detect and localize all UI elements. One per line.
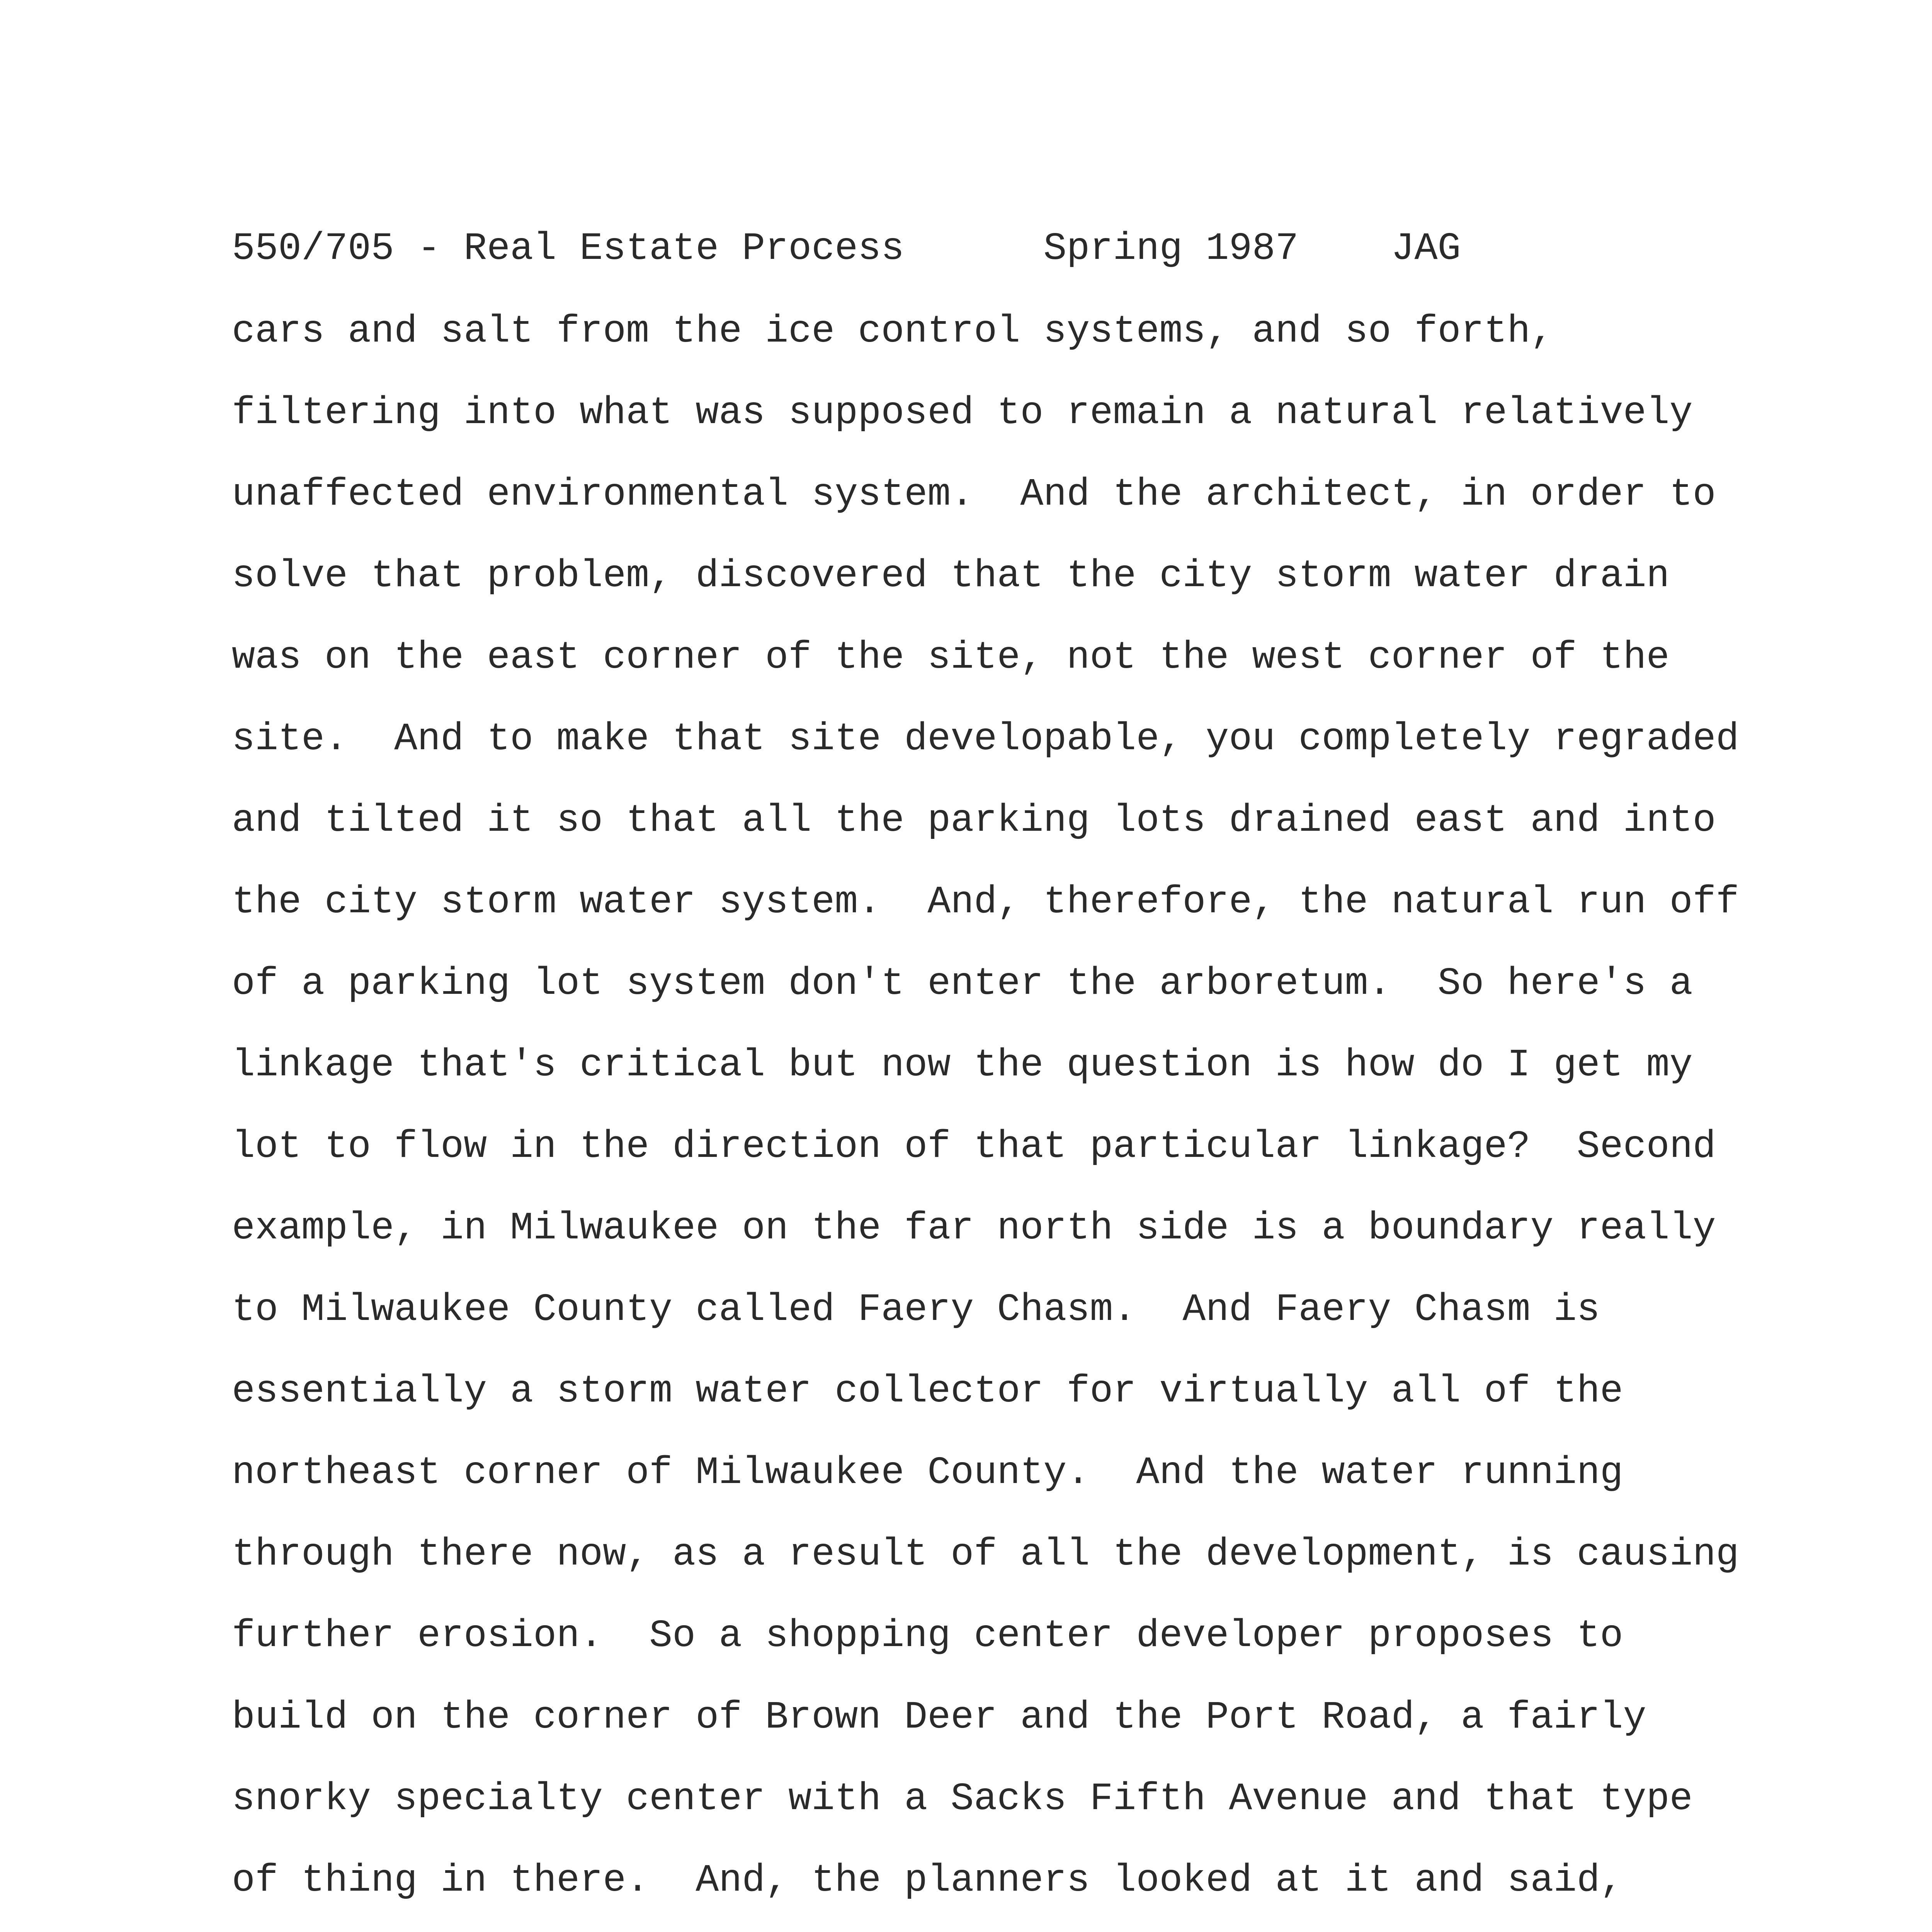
transcript-body: [232, 305, 1855, 1932]
text-line: the city storm water system. And, therefore, the natural run off: [232, 881, 1739, 924]
text-line: through there now, as a result of all the development, is causing: [232, 1533, 1739, 1577]
text-line: to Milwaukee County called Faery Chasm. And Faery Chasm is: [232, 1288, 1600, 1332]
text-line: of thing in there. And, the planners looked at it and said,: [232, 1859, 1623, 1903]
header-course: 550/705 - Real Estate Process: [232, 227, 905, 271]
header-spacer: [1298, 227, 1391, 271]
header-initials: JAG: [1391, 227, 1461, 271]
text-line: essentially a storm water collector for virtually all of the: [232, 1370, 1623, 1413]
text-line: unaffected environmental system. And the architect, in order to: [232, 473, 1716, 517]
text-line: and tilted it so that all the parking lots drained east and into: [232, 799, 1716, 843]
text-line: cars and salt from the ice control systems, and so forth,: [232, 310, 1554, 354]
text-line: linkage that's critical but now the question is how do I get my: [232, 1044, 1693, 1087]
text-line: was on the east corner of the site, not the west corner of the: [232, 636, 1670, 680]
text-line: northeast corner of Milwaukee County. And the water running: [232, 1451, 1623, 1495]
header-spacer: [904, 227, 1043, 271]
text-line: of a parking lot system don't enter the arboretum. So here's a: [232, 962, 1693, 1006]
header-term: Spring 1987: [1043, 227, 1299, 271]
text-line: snorky specialty center with a Sacks Fifth Avenue and that type: [232, 1777, 1693, 1821]
text-line: further erosion. So a shopping center developer proposes to: [232, 1614, 1623, 1658]
page-header: [232, 222, 1461, 299]
text-line: build on the corner of Brown Deer and the Port Road, a fairly: [232, 1696, 1646, 1740]
text-line: lot to flow in the direction of that particular linkage? Second: [232, 1125, 1716, 1169]
text-line: solve that problem, discovered that the city storm water drain: [232, 554, 1670, 598]
text-line: filtering into what was supposed to remain a natural relatively: [232, 391, 1693, 435]
text-line: example, in Milwaukee on the far north side is a boundary really: [232, 1207, 1716, 1250]
text-line: site. And to make that site developable, you completely regraded: [232, 718, 1739, 761]
